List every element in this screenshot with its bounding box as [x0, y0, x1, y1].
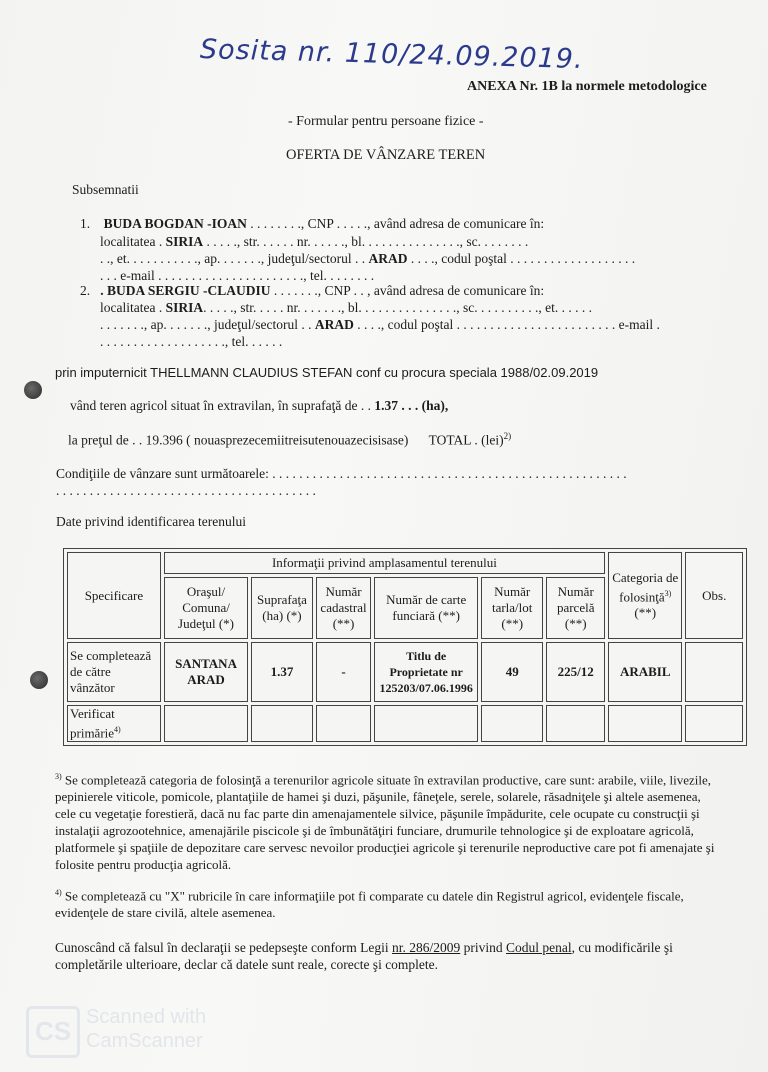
price-line: la preţul de . . 19.396 ( nouasprezecemiitreisutenouazecisisase) TOTAL . (lei)$^{2)}$ — [68, 431, 512, 448]
row-verified-label: Verificat primărie$^{4)}$ — [67, 705, 161, 742]
cell-locality: SANTANA ARAD — [164, 642, 248, 702]
verified-cell-obs — [685, 705, 743, 742]
cell-obs — [685, 642, 743, 702]
col-cadastral: Număr cadastral (**) — [316, 577, 372, 639]
cell-tarla: 49 — [481, 642, 543, 702]
footnote-4: $^{4)}$ Se completează cu "X" rubricile în care informaţiile pot fi comparate cu datele din Registrul agricol, evidenţele fiscale, evidenţele de stare civilă, altele asemenea. — [55, 888, 684, 921]
person1-line4: . . . e-mail . . . . . . . . . . . . . . . . . . . . . ., tel. . . . . . . . — [100, 268, 375, 283]
land-table — [63, 548, 747, 746]
obs-header: Obs. — [685, 552, 743, 639]
handwritten-note: Sosita nr. 110/24.09.2019. — [199, 34, 584, 76]
table-row-seller — [67, 642, 743, 702]
row-seller-label: Se completează de către vânzător — [67, 642, 161, 702]
verified-cell-locality — [164, 705, 248, 742]
document-page: Sosita nr. 110/24.09.2019. ANEXA Nr. 1B la normele metodologice - Formular pentru persoane fizice - OFERTA DE VÂNZARE TEREN Subsemnatii 1. BUDA BOGDAN -IOAN . . . . . . . ., CNP . . . . ., având adresa de comunicare în: localitatea . SIRIA . . . . ., str. . . . . . nr. . . . . ., bl. . . . . . . . . . . . . . ., sc. . . . . . . . . ., et. . . . . . . . . . ., ap. . . . . . ., judeţul/sectorul . . ARAD . . . ., codul poştal . . . . . . . . . . . . . . . . . . . . . . e-mail . . . . . . . . . . . . . . . . . . . . . ., tel. . . . . . . . 2. . BUDA SERGIU -CLAUDIU . . . . . . ., CNP . . , având adresa de comunicare în: localitatea . SIRIA. . . . ., str. . . . . nr. . . . . . ., bl. . . . . . . . . . . . . . ., sc. . . . . . . . . ., et. . . . . . . . . . . . ., ap. . . . . . ., judeţul/sectorul . . ARAD . . . ., codul poştal . . . . . . . . . . . . . . . . . . . . . . . . e-mail . . . . . . . . . . . . . . . . . . . ., tel. . . . . . prin imputernicit THELLMANN CLAUDIUS STEFAN conf cu procura speciala 1988/02.09.2019 vând teren agricol situat în extravilan, în suprafaţă de . . 1.37 . . . (ha), la preţul de . . 19.396 ( nouasprezecemiitreisutenouazecisisase) TOTAL . (lei)$^{2)}$ Condiţiile de vânzare sunt următoarele: . . . . . . . . . . . . . . . . . . . . . . . . . . . . . . . . . . . . . . . . . . . . . . . . . . . . . . . . . . . . . . . . . . . . . . . . . . . . . . . . . . . . . . . . . . . . Date privind identificarea terenului Specificare Informaţii privind amplasamentul terenului Categoria de folosinţă$^{3)}$ (**) Obs. Oraşul/ Comuna/ Judeţul (*) Suprafaţa (ha) (*) Număr cadastral (**) Număr de carte funciară (**) Număr tarla/lot (**) Număr parcelă (**) Se completează de către vânzător SANTANA ARAD 1.37 - Titlu de Proprietate nr 125203/07.06.1996 49 225/12 ARABIL Verificat primărie$^{4)}$ $^{3)}$ Se completează categoria de folosinţă a terenurilor agricole situate în extravilan productive, care sunt: arabile, viile, livezile, pepinierele viticole, pomicole, plantaţiile de hamei şi duzi, păşunile, fâneţele, serele, solarele, răsadniţele şi altele asemenea, cele cu vegetaţie forestieră, dacă nu fac parte din amenajamentele silvice, păşunile împădurite, cele ocupate cu construcţii şi instalaţii agrozootehnice, amenajările piscicole şi de îmbunătăţiri funciare, drumurile tehnologice şi de exploatare agricolă, platformele şi spaţiile de depozitare care servesc nevoilor producţiei agricole şi terenurile neproductive care pot fi amenajate şi folosite pentru producţia agricolă. $^{4)}$ Se completează cu "X" rubricile în care informaţiile pot fi comparate cu datele din Registrul agricol, evidenţele fiscale, evidenţele de stare civilă, altele asemenea. Cunoscând că falsul în declaraţii se pedepseşte conform Legii nr. 286/2009 privind Codul penal, cu modificările şi completările ulterioare, declar că datele sunt reale, corecte şi complete. CS Scanned with CamScanner — [0, 0, 768, 1072]
form-subtitle: - Formular pentru persoane fizice - — [288, 114, 484, 129]
undersigned-label: Subsemnatii — [72, 182, 139, 197]
form-title: OFERTA DE VÂNZARE TEREN — [286, 147, 486, 163]
sale-line: vând teren agricol situat în extravilan, în suprafaţă de . . 1.37 . . . (ha), — [70, 398, 449, 413]
penal-code-reference: Codul penal — [506, 940, 572, 955]
col-tarla: Număr tarla/lot (**) — [481, 577, 543, 639]
col-area: Suprafaţa (ha) (*) — [251, 577, 312, 639]
specificare-header: Specificare — [67, 552, 161, 639]
person1-line2: localitatea . SIRIA . . . . ., str. . . . . . nr. . . . . ., bl. . . . . . . . . . . . . . ., sc. . . . . . . . — [100, 234, 529, 249]
declaration: Cunoscând că falsul în declaraţii se pedepseşte conform Legii nr. 286/2009 privind Codul penal, cu modificările şi completările ulterioare, declar că datele sunt reale, corecte şi complete. — [55, 940, 673, 972]
cell-area: 1.37 — [251, 642, 312, 702]
verified-cell-cadastral — [316, 705, 372, 742]
verified-cell-parcel — [546, 705, 605, 742]
verified-cell-area — [251, 705, 312, 742]
camscanner-logo: CS — [26, 1006, 80, 1058]
table-row-verified — [67, 705, 743, 742]
person2-line1: 2. . BUDA SERGIU -CLAUDIU . . . . . . ., CNP . . , având adresa de comunicare în: — [80, 283, 545, 298]
person2-line2: localitatea . SIRIA. . . . ., str. . . . . nr. . . . . . ., bl. . . . . . . . . . . . . . ., sc. . . . . . . . . ., et. . . . . . — [100, 300, 592, 315]
col-parcel: Număr parcelă (**) — [546, 577, 605, 639]
footnote-3: $^{3)}$ Se completează categoria de folosinţă a terenurilor agricole situate în extravilan productive, care sunt: arabile, viile, livezile, pepinierele viticole, pomicole, plantaţiile de hamei şi duzi, păşunile, fâneţele, serele, solarele, răsadniţele şi altele asemenea, cele cu vegetaţie forestieră, dacă nu fac parte din amenajamentele silvice, păşunile împădurite, cele ocupate cu construcţii şi instalaţii agrozootehnice, amenajările piscicole şi de îmbunătăţiri funciare, drumurile tehnologice şi de exploatare agricolă, platformele şi spaţiile de depozitare care servesc nevoilor producţiei agricole şi terenurile neproductive care pot fi amenajate şi folosite pentru producţia agricolă. — [55, 772, 715, 873]
cell-cadastral: - — [316, 642, 372, 702]
category-header: Categoria de folosinţă$^{3)}$ (**) — [608, 552, 682, 639]
law-reference: nr. 286/2009 — [392, 940, 461, 955]
person2-name: . BUDA SERGIU -CLAUDIU — [100, 283, 271, 298]
conditions-line1: Condiţiile de vânzare sunt următoarele: . . . . . . . . . . . . . . . . . . . . . . . . . . . . . . . . . . . . . . . . . . . . . . . . . . . . . — [56, 466, 627, 481]
land-id-heading: Date privind identificarea terenului — [56, 514, 247, 529]
person2-line3: . . . . . . ., ap. . . . . . ., judeţul/sectorul . . ARAD . . . ., codul poştal . . . . . . . . . . . . . . . . . . . . . . . . e-mail . — [100, 317, 660, 332]
proxy-line: prin imputernicit THELLMANN CLAUDIUS STEFAN conf cu procura speciala 1988/02.09.2019 — [55, 365, 599, 380]
col-land-book: Număr de carte funciară (**) — [374, 577, 478, 639]
location-group-header: Informaţii privind amplasamentul terenului — [164, 552, 605, 574]
punch-hole-bottom — [30, 671, 48, 689]
person2-line4: . . . . . . . . . . . . . . . . . . ., tel. . . . . . — [100, 334, 283, 349]
person1-name: BUDA BOGDAN -IOAN — [103, 216, 247, 231]
person1-line3: . ., et. . . . . . . . . . ., ap. . . . . . ., judeţul/sectorul . . ARAD . . . ., codul poştal . . . . . . . . . . . . . . . . . . . — [100, 251, 636, 266]
verified-cell-category — [608, 705, 682, 742]
cell-category: ARABIL — [608, 642, 682, 702]
verified-cell-tarla — [481, 705, 543, 742]
conditions-line2: . . . . . . . . . . . . . . . . . . . . . . . . . . . . . . . . . . . . . . . — [56, 483, 316, 498]
cell-parcel: 225/12 — [546, 642, 605, 702]
annex-title: ANEXA Nr. 1B la normele metodologice — [467, 79, 707, 94]
col-locality: Oraşul/ Comuna/ Judeţul (*) — [164, 577, 248, 639]
cell-land-book: Titlu de Proprietate nr 125203/07.06.1996 — [374, 642, 478, 702]
punch-hole-top — [24, 381, 42, 399]
person1-line1: 1. BUDA BOGDAN -IOAN . . . . . . . ., CNP . . . . ., având adresa de comunicare în: — [80, 216, 545, 231]
verified-cell-land-book — [374, 705, 478, 742]
